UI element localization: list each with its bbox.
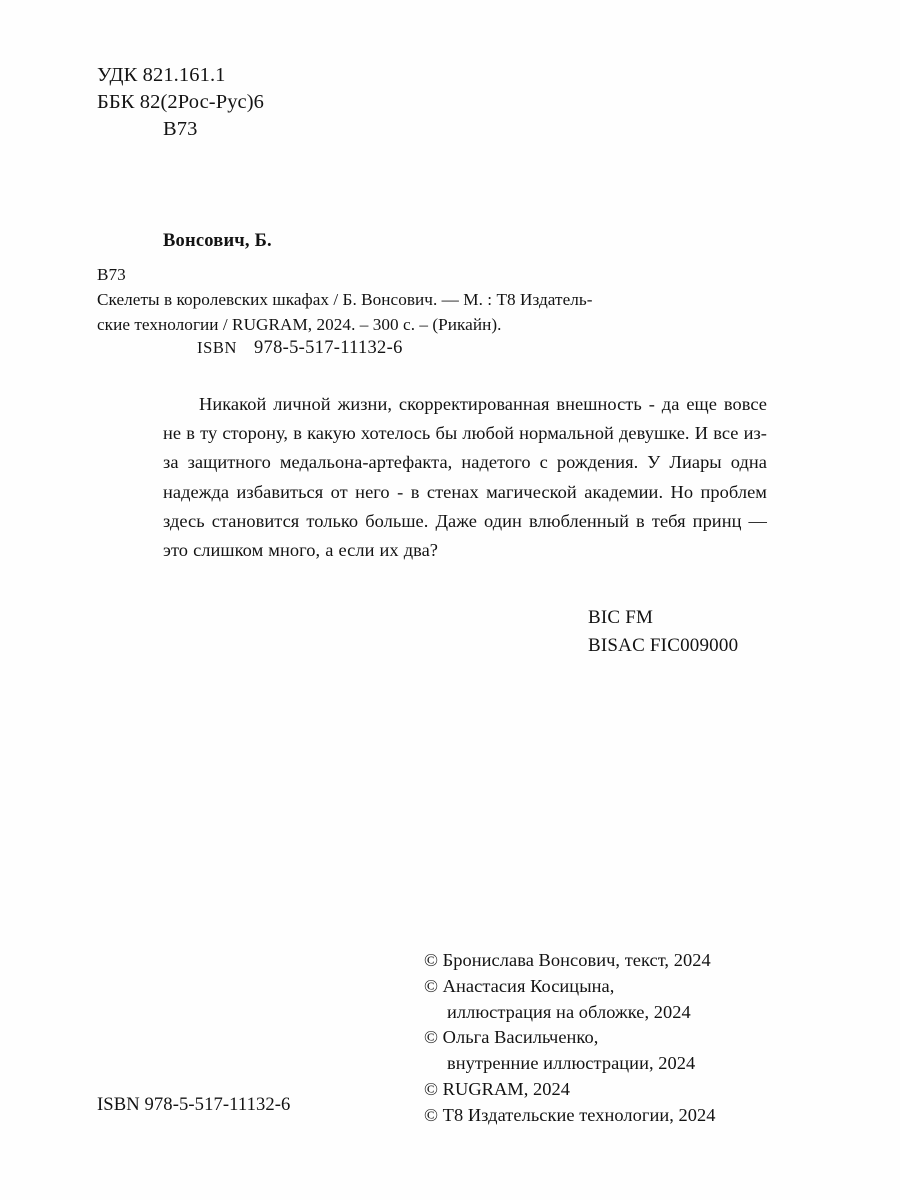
biblio-shelf-sign: В73: [97, 265, 126, 284]
copyright-main: © Т8 Издательские технологии, 2024: [424, 1104, 716, 1125]
biblio-description: [97, 265, 769, 337]
biblio-description-line-1: Скелеты в королевских шкафах / Б. Вонсович. — М. : Т8 Издатель-: [97, 290, 593, 309]
isbn-line: [197, 338, 403, 359]
copyright-entry: [424, 948, 716, 974]
copyright-block: [424, 948, 716, 1129]
copyright-entry: [424, 1025, 716, 1077]
biblio-body: [97, 262, 769, 337]
classification-code: В73: [163, 118, 198, 140]
isbn-number: 978-5-517-11132-6: [254, 338, 403, 358]
copyright-entry: [424, 1103, 716, 1129]
copyright-main: © Анастасия Косицына,: [424, 975, 615, 996]
bbk-line: ББК 82(2Рос-Рус)6: [97, 91, 265, 113]
copyright-main: © RUGRAM, 2024: [424, 1078, 570, 1099]
isbn-label: ISBN: [197, 338, 237, 357]
isbn-bottom: ISBN 978-5-517-11132-6: [97, 1094, 291, 1115]
annotation-text: Никакой личной жизни, скорректированная внешность - да еще вовсе не в ту сторону, в какую хотелось бы любой нормальной девушке. И все из-за защитного медальона-артефакта, надетого с рождения. У Лиары одна надежда избавиться от него - в стенах магической академии. Но проблем здесь становится только больше. Даже один влюбленный в тебя принц — это слишком много, а если их два?: [163, 394, 767, 561]
classification-block: [97, 62, 264, 143]
copyright-entry: [424, 974, 716, 1026]
subject-codes: [588, 604, 738, 660]
copyright-entry: [424, 1077, 716, 1103]
bibliographic-record: [97, 228, 769, 337]
bisac-code: BISAC FIC009000: [588, 635, 739, 656]
biblio-author: Вонсович, Б.: [163, 231, 272, 251]
copyright-main: © Бронислава Вонсович, текст, 2024: [424, 950, 711, 970]
copyright-continuation: внутренние иллюстрации, 2024: [447, 1053, 696, 1074]
bic-code: BIC FM: [588, 607, 654, 628]
udk-line: УДК 821.161.1: [97, 64, 226, 86]
biblio-description-line-2: ские технологии / RUGRAM, 2024. – 300 с. – (Рикайн).: [97, 315, 502, 334]
copyright-main: © Ольга Васильченко,: [424, 1027, 599, 1048]
copyright-continuation: иллюстрация на обложке, 2024: [447, 1001, 691, 1022]
